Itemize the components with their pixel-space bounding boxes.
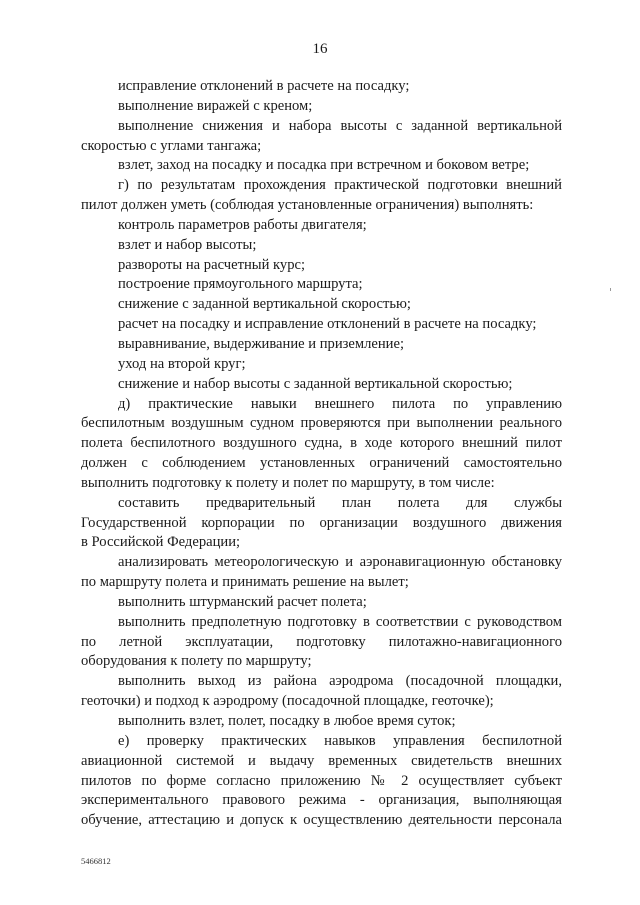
text-line: развороты на расчетный курс; <box>118 256 306 273</box>
text-line: обучение, аттестацию и допуск к осуществлению деятельности персонала <box>81 812 562 829</box>
text-line: скоростью с углами тангажа; <box>81 137 262 154</box>
text-line: Государственной корпорации по организации воздушного движения <box>81 514 562 531</box>
text-line: в Российской Федерации; <box>81 534 241 551</box>
text-line: д) практические навыки внешнего пилота по управлению <box>118 395 562 412</box>
text-line: выполнить штурманский расчет полета; <box>118 593 367 610</box>
document-body <box>81 77 562 831</box>
text-line: выполнение снижения и набора высоты с заданной вертикальной <box>118 117 562 134</box>
document-code: 5466812 <box>81 856 111 866</box>
text-line: выравнивание, выдерживание и приземление; <box>118 335 405 352</box>
text-line: выполнить взлет, полет, посадку в любое время суток; <box>118 713 456 729</box>
text-line: пилот должен уметь (соблюдая установленные ограничения) выполнять: <box>81 197 534 214</box>
text-line: анализировать метеорологическую и аэронавигационную обстановку <box>118 554 562 571</box>
text-line: выполнить выход из района аэродрома (посадочной площадки, <box>118 673 562 690</box>
text-line: уход на второй круг; <box>118 355 246 372</box>
text-line: полета беспилотного воздушного судна, в ходе которого внешний пилот <box>81 435 562 452</box>
text-line: е) проверку практических навыков управления беспилотной <box>118 732 562 749</box>
text-line: расчет на посадку и исправление отклонений в расчете на посадку; <box>118 316 537 333</box>
text-line: взлет и набор высоты; <box>118 236 257 253</box>
text-line: исправление отклонений в расчете на посадку; <box>118 78 410 94</box>
text-line: по летной эксплуатации, подготовку пилотажно-навигационного <box>81 633 562 650</box>
text-line: снижение и набор высоты с заданной вертикальной скоростью; <box>118 375 513 392</box>
text-line: снижение с заданной вертикальной скоростью; <box>118 296 411 313</box>
text-line: построение прямоугольного маршрута; <box>118 276 363 293</box>
text-line: г) по результатам прохождения практической подготовки внешний <box>118 177 562 194</box>
text-line: контроль параметров работы двигателя; <box>118 216 367 233</box>
text-line: экспериментального правового режима - организация, выполняющая <box>81 792 562 809</box>
text-line: составить предварительный план полета для службы <box>118 494 562 511</box>
page-number: 16 <box>312 41 328 57</box>
text-line: выполнить предполетную подготовку в соответствии с руководством <box>118 613 562 630</box>
text-line: должен с соблюдением установленных ограничений самостоятельно <box>81 455 562 472</box>
text-line: пилотов по форме согласно приложению № 2 осуществляет субъект <box>81 772 562 789</box>
text-line: взлет, заход на посадку и посадка при встречном и боковом ветре; <box>118 157 530 174</box>
text-line: геоточки) и подход к аэродрому (посадочной площадке, геоточке); <box>81 693 494 710</box>
text-line: по маршруту полета и принимать решение на вылет; <box>81 574 409 591</box>
scan-mark <box>610 288 611 291</box>
text-line: авиационной системой и выдачу временных свидетельств внешних <box>81 752 562 769</box>
text-line: оборудования к полету по маршруту; <box>81 653 312 670</box>
text-line: выполнить подготовку к полету и полет по маршруту, в том числе: <box>81 474 495 491</box>
text-line: беспилотным воздушным судном проверяются при выполнении реального <box>81 415 562 432</box>
text-line: выполнение виражей с креном; <box>118 97 313 114</box>
